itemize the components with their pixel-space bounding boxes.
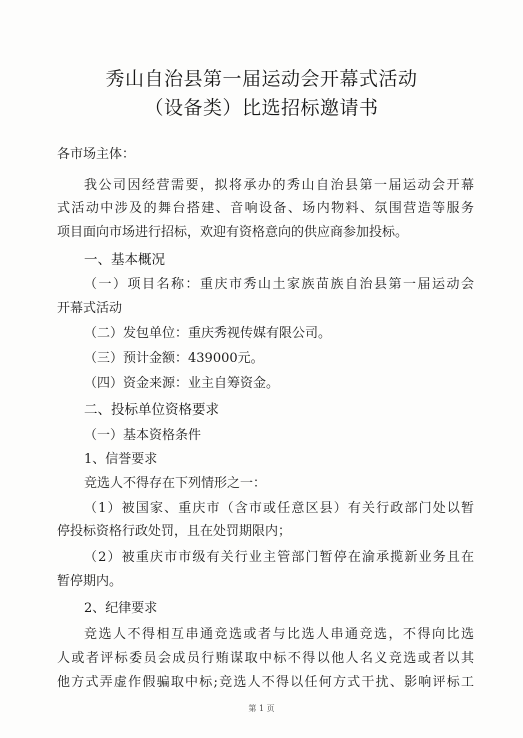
credit-item-2-line-1: （2）被重庆市市级有关行业主管部门暂停在渝承揽新业务且在 — [84, 550, 474, 565]
discipline-line-1: 竞选人不得相互串通竞选或者与比选人串通竞选，不得向比选 — [84, 627, 474, 642]
salutation: 各市场主体： — [57, 147, 136, 162]
document-title-line-2: （设备类）比选招标邀请书 — [144, 97, 379, 119]
funding-source: （四）资金来源：业主自筹资金。 — [84, 376, 280, 391]
page-number: 第 1 页 — [248, 704, 275, 713]
basic-qualification-heading: （一）基本资格条件 — [84, 428, 202, 443]
intro-line-1: 我公司因经营需要，拟将承办的秀山自治县第一届运动会开幕 — [84, 178, 474, 193]
intro-line-3: 项目面向市场进行招标，欢迎有资格意向的供应商参加投标。 — [57, 225, 409, 240]
discipline-requirement-heading: 2、纪律要求 — [84, 601, 158, 616]
contracting-unit: （二）发包单位：重庆秀视传媒有限公司。 — [84, 326, 332, 341]
section2-heading: 二、投标单位资格要求 — [84, 402, 219, 418]
credit-item-1-line-1: （1）被国家、重庆市（含市或任意区县）有关行政部门处以暂 — [84, 501, 474, 516]
credit-item-1-line-2: 停投标资格行政处罚，且在处罚期限内； — [57, 524, 292, 539]
section1-heading: 一、基本概况 — [84, 252, 165, 268]
credit-intro: 竞选人不得存在下列情形之一： — [84, 476, 267, 491]
project-name-line-2: 开幕式活动 — [57, 301, 123, 316]
discipline-line-2: 人或者评标委员会成员行贿谋取中标不得以他人名义竞选或者以其 — [57, 651, 474, 666]
project-name-line-1: （一）项目名称：重庆市秀山土家族苗族自治县第一届运动会 — [84, 277, 474, 292]
credit-item-2-line-2: 暂停期内。 — [57, 574, 123, 589]
credit-requirement-heading: 1、信誉要求 — [84, 452, 158, 467]
document-title-line-1: 秀山自治县第一届运动会开幕式活动 — [105, 68, 418, 90]
discipline-line-3: 他方式弄虚作假骗取中标;竞选人不得以任何方式干扰、影响评标工 — [57, 675, 474, 690]
estimated-amount: （三）预计金额：439000元。 — [84, 351, 264, 366]
intro-line-2: 式活动中涉及的舞台搭建、音响设备、场内物料、氛围营造等服务 — [57, 201, 474, 216]
